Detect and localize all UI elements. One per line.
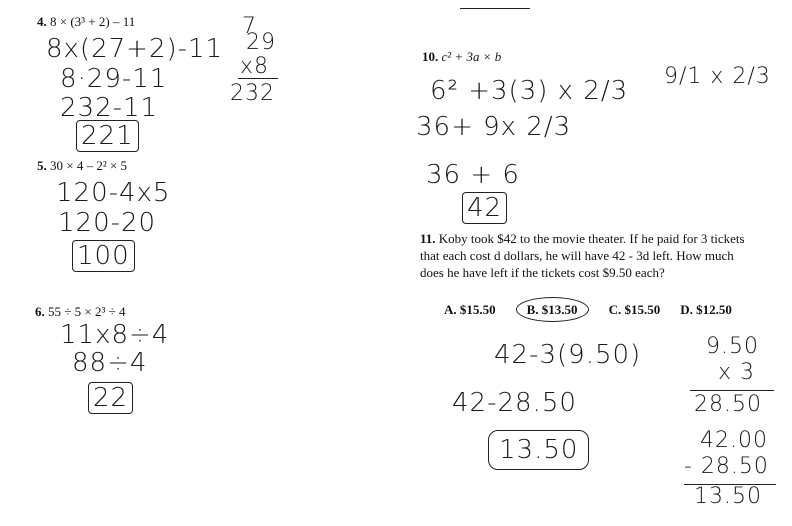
- problem-11-side-subtrahend: - 28.50: [684, 454, 769, 479]
- problem-11-side-rule-1: [690, 390, 774, 391]
- problem-4-header: [37, 14, 135, 30]
- problem-10-number: 10.: [422, 49, 439, 64]
- problem-4-side-multiplicand: 29: [246, 30, 276, 55]
- problem-10-work-line-1: 6² +3(3) x 2/3: [430, 76, 629, 106]
- problem-11-answer-box: 13.50: [488, 430, 589, 470]
- problem-4-work-line-1: 8x(27+2)-11: [46, 34, 224, 64]
- problem-4-carry: 7: [242, 14, 257, 39]
- problem-11-side-multiplier: x 3: [718, 360, 756, 385]
- problem-11-work-line-1: 42-3(9.50): [494, 340, 642, 370]
- problem-6-number: 6.: [35, 304, 45, 319]
- problem-6-answer-box: 22: [88, 382, 133, 414]
- problem-5-header: [37, 158, 127, 174]
- problem-11-choices: [444, 301, 748, 319]
- problem-11-text: Koby took $42 to the movie theater. If he paid for 3 tickets that each cost d dollars, he will have 42 - 3d left. How much does he have left if the tickets cost $9.50 each?: [420, 231, 745, 280]
- problem-11-side-minuend: 42.00: [700, 428, 768, 453]
- problem-4-answer-box: 221: [76, 120, 139, 152]
- problem-5-answer-box: 100: [72, 240, 135, 272]
- problem-10-answer-box: 42: [462, 192, 507, 224]
- problem-11-number: 11.: [420, 231, 436, 246]
- problem-11-side-difference: 13.50: [694, 484, 762, 509]
- problem-5-number: 5.: [37, 158, 47, 173]
- choice-d[interactable]: D. $12.50: [680, 302, 732, 317]
- problem-11-prompt: [420, 230, 760, 281]
- problem-6-header: [35, 304, 126, 320]
- problem-4-expression: 8 × (3³ + 2) – 11: [50, 14, 136, 29]
- choice-a[interactable]: A. $15.50: [444, 302, 496, 317]
- problem-6-work-line-1: 11x8÷4: [60, 320, 170, 350]
- problem-5-expression: 30 × 4 – 2² × 5: [50, 158, 128, 173]
- problem-10-work-line-2: 36+ 9x 2/3: [416, 112, 572, 142]
- problem-10-header: [422, 49, 501, 65]
- problem-10-side-work: 9/1 x 2/3: [664, 64, 771, 89]
- problem-6-work-line-2: 88÷4: [72, 348, 148, 378]
- problem-4-side-rule: [238, 78, 278, 79]
- problem-10-expression: c² + 3a × b: [441, 49, 502, 64]
- problem-4-side-product: 232: [230, 81, 275, 106]
- problem-4-number: 4.: [37, 14, 47, 29]
- top-cropped-box-edge: [460, 8, 530, 9]
- problem-4-side-multiplier: x8: [240, 54, 270, 79]
- problem-11-side-product: 28.50: [694, 392, 762, 417]
- problem-10-work-line-3: 36 + 6: [426, 160, 520, 190]
- choice-b-selected[interactable]: B. $13.50: [516, 297, 589, 322]
- choice-c[interactable]: C. $15.50: [608, 302, 661, 317]
- problem-5-work-line-1: 120-4x5: [56, 178, 171, 208]
- problem-5-work-line-2: 120-20: [58, 208, 157, 238]
- problem-4-work-line-2: 8·29-11: [60, 64, 168, 94]
- problem-11-side-multiplicand: 9.50: [706, 334, 759, 359]
- problem-6-expression: 55 ÷ 5 × 2³ ÷ 4: [48, 304, 126, 319]
- problem-4-work-line-3: 232-11: [60, 93, 159, 123]
- problem-11-work-line-2: 42-28.50: [452, 388, 577, 418]
